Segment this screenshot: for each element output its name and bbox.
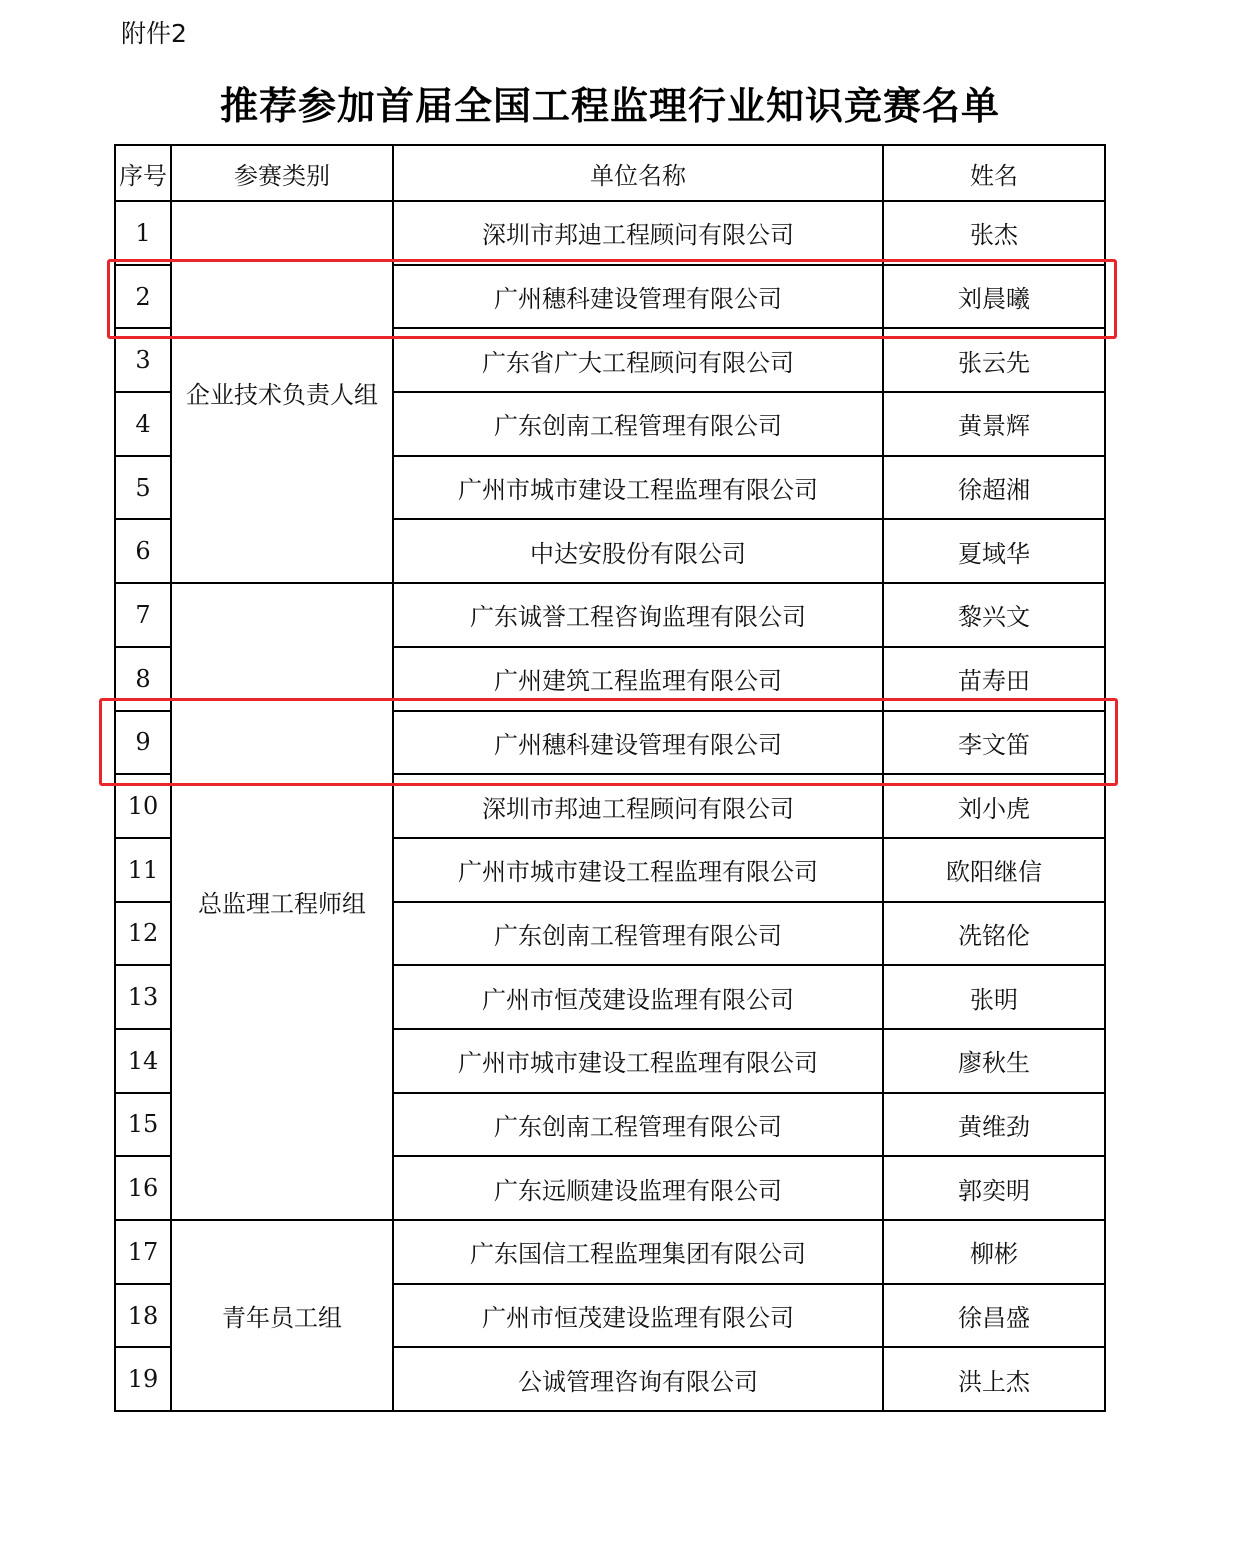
row-unit: 广州市恒茂建设监理有限公司 xyxy=(393,1284,883,1348)
row-unit: 广州市城市建设工程监理有限公司 xyxy=(393,838,883,902)
table-row xyxy=(115,583,1105,647)
table-row xyxy=(115,1220,1105,1284)
row-index: 6 xyxy=(115,519,171,583)
row-index: 3 xyxy=(115,328,171,392)
row-unit: 广东创南工程管理有限公司 xyxy=(393,902,883,966)
row-index: 4 xyxy=(115,392,171,456)
roster-table xyxy=(114,144,1106,1412)
row-index: 8 xyxy=(115,647,171,711)
row-unit: 广东国信工程监理集团有限公司 xyxy=(393,1220,883,1284)
row-unit: 广东远顺建设监理有限公司 xyxy=(393,1156,883,1220)
row-index: 14 xyxy=(115,1029,171,1093)
row-name: 张云先 xyxy=(883,328,1105,392)
row-name: 徐超湘 xyxy=(883,456,1105,520)
row-name: 柳彬 xyxy=(883,1220,1105,1284)
row-name: 苗寿田 xyxy=(883,647,1105,711)
row-name: 冼铭伦 xyxy=(883,902,1105,966)
row-name: 郭奕明 xyxy=(883,1156,1105,1220)
row-index: 16 xyxy=(115,1156,171,1220)
row-unit: 广东创南工程管理有限公司 xyxy=(393,1093,883,1157)
row-unit: 深圳市邦迪工程顾问有限公司 xyxy=(393,201,883,265)
row-name: 徐昌盛 xyxy=(883,1284,1105,1348)
row-unit: 广东创南工程管理有限公司 xyxy=(393,392,883,456)
category-cell: 总监理工程师组 xyxy=(171,583,393,1220)
row-index: 11 xyxy=(115,838,171,902)
row-name: 廖秋生 xyxy=(883,1029,1105,1093)
row-name: 刘小虎 xyxy=(883,774,1105,838)
row-index: 10 xyxy=(115,774,171,838)
row-name: 刘晨曦 xyxy=(883,265,1105,329)
row-name: 黎兴文 xyxy=(883,583,1105,647)
table-row xyxy=(115,201,1105,265)
row-name: 夏域华 xyxy=(883,519,1105,583)
row-name: 洪上杰 xyxy=(883,1347,1105,1411)
row-name: 李文笛 xyxy=(883,711,1105,775)
row-unit: 广州建筑工程监理有限公司 xyxy=(393,647,883,711)
attachment-label: 附件2 xyxy=(121,19,187,48)
row-unit: 深圳市邦迪工程顾问有限公司 xyxy=(393,774,883,838)
header-name: 姓名 xyxy=(883,145,1105,201)
row-unit: 广州市恒茂建设监理有限公司 xyxy=(393,965,883,1029)
row-index: 12 xyxy=(115,902,171,966)
row-index: 2 xyxy=(115,265,171,329)
row-index: 9 xyxy=(115,711,171,775)
page-title: 推荐参加首届全国工程监理行业知识竞赛名单 xyxy=(219,84,1000,128)
row-index: 19 xyxy=(115,1347,171,1411)
row-name: 欧阳继信 xyxy=(883,838,1105,902)
header-unit: 单位名称 xyxy=(393,145,883,201)
row-unit: 中达安股份有限公司 xyxy=(393,519,883,583)
row-unit: 广东省广大工程顾问有限公司 xyxy=(393,328,883,392)
row-index: 17 xyxy=(115,1220,171,1284)
header-category: 参赛类别 xyxy=(171,145,393,201)
row-index: 5 xyxy=(115,456,171,520)
row-name: 张杰 xyxy=(883,201,1105,265)
row-name: 张明 xyxy=(883,965,1105,1029)
row-unit: 广州市城市建设工程监理有限公司 xyxy=(393,1029,883,1093)
row-name: 黄维劲 xyxy=(883,1093,1105,1157)
row-unit: 公诚管理咨询有限公司 xyxy=(393,1347,883,1411)
row-unit: 广州穗科建设管理有限公司 xyxy=(393,265,883,329)
row-unit: 广州市城市建设工程监理有限公司 xyxy=(393,456,883,520)
category-cell: 企业技术负责人组 xyxy=(171,201,393,583)
row-name: 黄景辉 xyxy=(883,392,1105,456)
header-index: 序号 xyxy=(115,145,171,201)
category-cell: 青年员工组 xyxy=(171,1220,393,1411)
row-index: 13 xyxy=(115,965,171,1029)
row-index: 7 xyxy=(115,583,171,647)
table-header-row xyxy=(115,145,1105,201)
row-index: 1 xyxy=(115,201,171,265)
row-unit: 广东诚誉工程咨询监理有限公司 xyxy=(393,583,883,647)
row-unit: 广州穗科建设管理有限公司 xyxy=(393,711,883,775)
row-index: 18 xyxy=(115,1284,171,1348)
row-index: 15 xyxy=(115,1093,171,1157)
